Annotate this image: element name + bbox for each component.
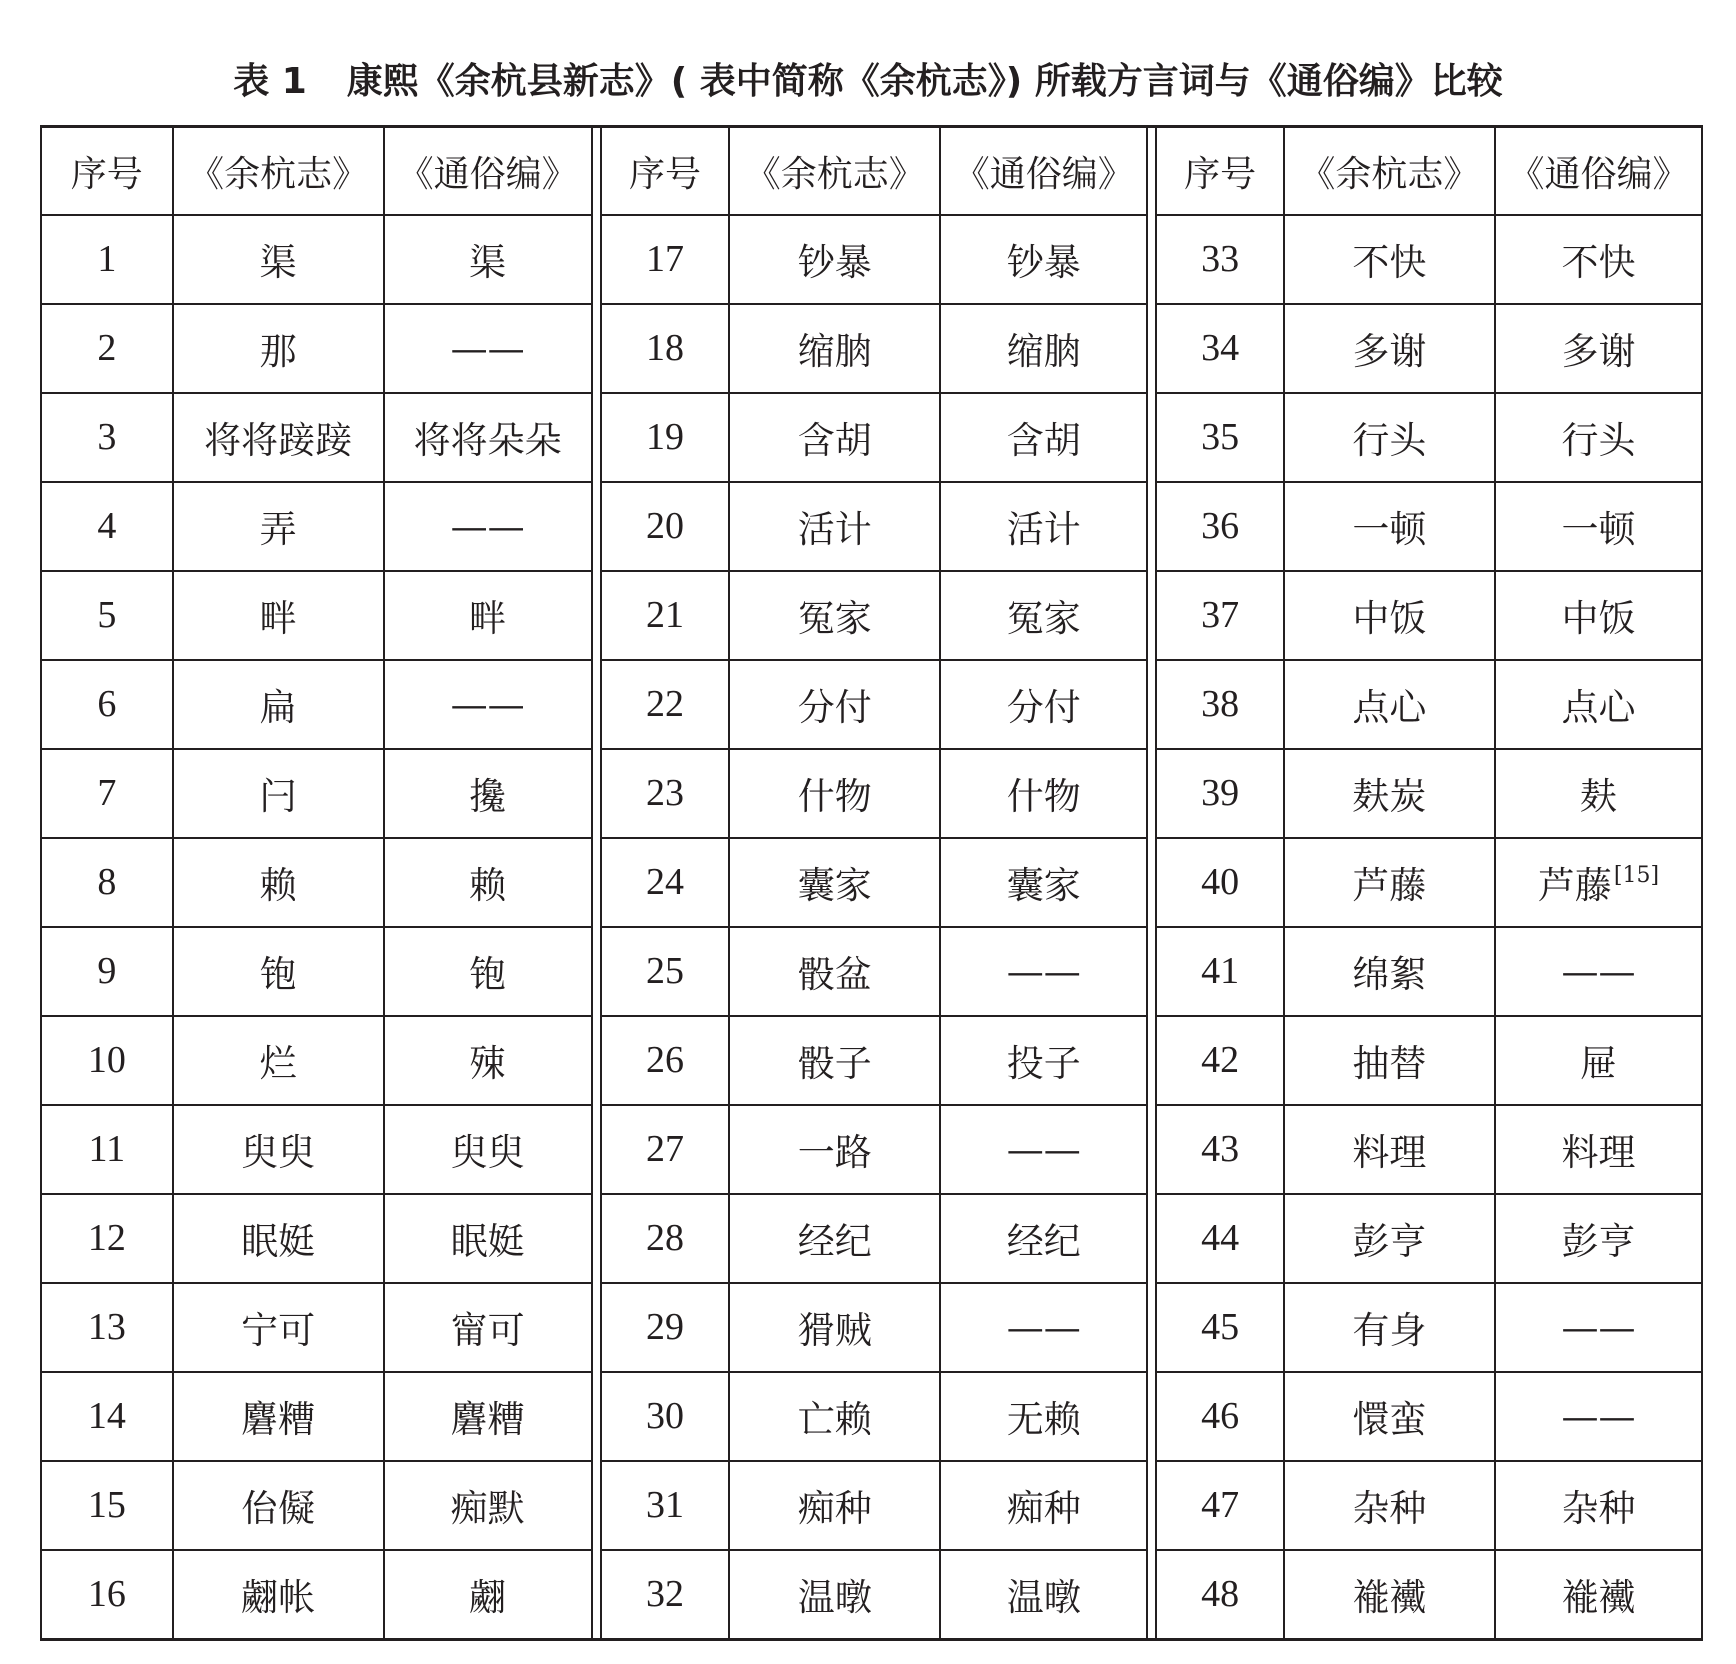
tongsu-term: ——	[1006, 949, 1081, 993]
serial-cell: 26	[601, 1016, 730, 1105]
serial-cell: 3	[41, 393, 173, 482]
header-tongsu: 《通俗编》	[940, 127, 1147, 216]
serial-cell: 4	[41, 482, 173, 571]
yuhang-cell: 闩	[173, 749, 384, 838]
yuhang-cell: 褦襶	[1284, 1550, 1495, 1640]
serial-cell: 28	[601, 1194, 730, 1283]
column-divider	[1147, 215, 1156, 304]
column-divider	[592, 1105, 601, 1194]
tongsu-cell	[940, 1372, 1147, 1461]
yuhang-cell: 骰子	[729, 1016, 940, 1105]
header-yuhang: 《余杭志》	[729, 127, 940, 216]
table-row	[41, 1283, 1702, 1372]
serial-cell: 9	[41, 927, 173, 1016]
tongsu-term: ——	[1006, 1127, 1081, 1171]
tongsu-term: 彭亨	[1561, 1220, 1636, 1264]
header-serial: 序号	[601, 127, 730, 216]
table-row	[41, 1016, 1702, 1105]
yuhang-cell: 麸炭	[1284, 749, 1495, 838]
tongsu-cell	[940, 838, 1147, 927]
serial-cell: 44	[1156, 1194, 1284, 1283]
tongsu-cell	[1495, 215, 1702, 304]
tongsu-term: 痴默	[450, 1487, 525, 1531]
column-divider	[1147, 304, 1156, 393]
tongsu-term: 钞暴	[1006, 241, 1081, 285]
tongsu-term: 活计	[1006, 508, 1081, 552]
tongsu-cell	[940, 1105, 1147, 1194]
tongsu-cell	[384, 1016, 592, 1105]
column-divider	[592, 393, 601, 482]
yuhang-cell: 缩朒	[729, 304, 940, 393]
column-divider	[1147, 1550, 1156, 1640]
tongsu-cell	[940, 482, 1147, 571]
column-divider	[592, 838, 601, 927]
table-row	[41, 1461, 1702, 1550]
tongsu-term: 铇	[469, 953, 507, 997]
column-divider	[1147, 1016, 1156, 1105]
column-divider	[592, 1016, 601, 1105]
tongsu-term: 分付	[1006, 686, 1081, 730]
serial-cell: 29	[601, 1283, 730, 1372]
header-tongsu: 《通俗编》	[384, 127, 592, 216]
column-divider	[592, 571, 601, 660]
yuhang-cell: 点心	[1284, 660, 1495, 749]
yuhang-cell: 猾贼	[729, 1283, 940, 1372]
column-divider	[1147, 1461, 1156, 1550]
serial-cell: 37	[1156, 571, 1284, 660]
yuhang-cell: 宁可	[173, 1283, 384, 1372]
tongsu-cell	[1495, 304, 1702, 393]
yuhang-cell: 什物	[729, 749, 940, 838]
yuhang-cell: 渠	[173, 215, 384, 304]
tongsu-cell	[940, 749, 1147, 838]
tongsu-cell	[940, 660, 1147, 749]
column-divider	[1147, 393, 1156, 482]
yuhang-cell: 亡赖	[729, 1372, 940, 1461]
tongsu-cell	[384, 749, 592, 838]
tongsu-term: 麸	[1579, 775, 1617, 819]
tongsu-cell	[1495, 749, 1702, 838]
tongsu-cell	[1495, 393, 1702, 482]
tongsu-cell	[940, 1283, 1147, 1372]
column-divider	[592, 660, 601, 749]
serial-cell: 46	[1156, 1372, 1284, 1461]
header-tongsu: 《通俗编》	[1495, 127, 1702, 216]
yuhang-cell: 料理	[1284, 1105, 1495, 1194]
serial-cell: 1	[41, 215, 173, 304]
serial-cell: 32	[601, 1550, 730, 1640]
serial-cell: 30	[601, 1372, 730, 1461]
serial-cell: 20	[601, 482, 730, 571]
tongsu-cell	[1495, 571, 1702, 660]
yuhang-cell: 彭亨	[1284, 1194, 1495, 1283]
serial-cell: 19	[601, 393, 730, 482]
tongsu-cell	[1495, 1105, 1702, 1194]
yuhang-cell: 痴种	[729, 1461, 940, 1550]
tongsu-term: 经纪	[1006, 1220, 1081, 1264]
column-divider	[1147, 927, 1156, 1016]
header-row	[41, 127, 1702, 216]
column-divider	[592, 1194, 601, 1283]
column-divider	[592, 127, 601, 216]
column-divider	[1147, 660, 1156, 749]
tongsu-cell	[940, 1016, 1147, 1105]
table-row	[41, 304, 1702, 393]
table-row	[41, 1194, 1702, 1283]
serial-cell: 27	[601, 1105, 730, 1194]
column-divider	[592, 304, 601, 393]
column-divider	[1147, 571, 1156, 660]
tongsu-term: 温暾	[1006, 1576, 1081, 1620]
yuhang-cell: 一顿	[1284, 482, 1495, 571]
citation-reference: [15]	[1613, 863, 1660, 889]
table-caption: 康熙《余杭县新志》( 表中简称《余杭志》) 所载方言词与《通俗编》比较	[346, 61, 1503, 102]
serial-cell: 8	[41, 838, 173, 927]
column-divider	[592, 1372, 601, 1461]
comparison-table	[40, 125, 1703, 1641]
tongsu-cell	[384, 393, 592, 482]
tongsu-term: 囊家	[1006, 864, 1081, 908]
tongsu-term: ——	[450, 682, 525, 726]
serial-cell: 23	[601, 749, 730, 838]
table-row	[41, 1372, 1702, 1461]
serial-cell: 13	[41, 1283, 173, 1372]
tongsu-cell	[1495, 1461, 1702, 1550]
tongsu-term: 眠娗	[450, 1220, 525, 1264]
column-divider	[592, 1461, 601, 1550]
tongsu-term: 屉	[1579, 1042, 1617, 1086]
serial-cell: 40	[1156, 838, 1284, 927]
tongsu-term: 杂种	[1561, 1487, 1636, 1531]
header-serial: 序号	[41, 127, 173, 216]
tongsu-term: ——	[1561, 1394, 1636, 1438]
serial-cell: 31	[601, 1461, 730, 1550]
tongsu-term: 行头	[1561, 419, 1636, 463]
serial-cell: 11	[41, 1105, 173, 1194]
serial-cell: 16	[41, 1550, 173, 1640]
tongsu-term: 多谢	[1561, 330, 1636, 374]
column-divider	[1147, 1194, 1156, 1283]
tongsu-cell	[384, 1372, 592, 1461]
tongsu-cell	[940, 393, 1147, 482]
serial-cell: 48	[1156, 1550, 1284, 1640]
yuhang-cell: 活计	[729, 482, 940, 571]
column-divider	[1147, 838, 1156, 927]
yuhang-cell: 温暾	[729, 1550, 940, 1640]
tongsu-term: 料理	[1561, 1131, 1636, 1175]
yuhang-cell: 芦藤	[1284, 838, 1495, 927]
tongsu-term: 无赖	[1006, 1398, 1081, 1442]
table-row	[41, 482, 1702, 571]
serial-cell: 45	[1156, 1283, 1284, 1372]
column-divider	[1147, 1283, 1156, 1372]
header-serial: 序号	[1156, 127, 1284, 216]
tongsu-cell	[384, 1194, 592, 1283]
table-row	[41, 660, 1702, 749]
tongsu-term: ——	[450, 504, 525, 548]
table-row	[41, 749, 1702, 838]
column-divider	[592, 482, 601, 571]
yuhang-cell: 行头	[1284, 393, 1495, 482]
serial-cell: 33	[1156, 215, 1284, 304]
tongsu-cell	[384, 1105, 592, 1194]
tongsu-term: 芦藤	[1537, 864, 1612, 908]
yuhang-cell: 将将踥踥	[173, 393, 384, 482]
serial-cell: 24	[601, 838, 730, 927]
table-number: 表 1	[233, 61, 307, 102]
serial-cell: 38	[1156, 660, 1284, 749]
serial-cell: 42	[1156, 1016, 1284, 1105]
serial-cell: 34	[1156, 304, 1284, 393]
column-divider	[1147, 749, 1156, 838]
tongsu-cell	[384, 304, 592, 393]
yuhang-cell: 铇	[173, 927, 384, 1016]
tongsu-cell	[1495, 482, 1702, 571]
tongsu-cell	[384, 838, 592, 927]
tongsu-term: 翽	[469, 1576, 507, 1620]
tongsu-term: 甯可	[450, 1309, 525, 1353]
serial-cell: 15	[41, 1461, 173, 1550]
yuhang-cell: 懁蛮	[1284, 1372, 1495, 1461]
tongsu-cell	[384, 1550, 592, 1640]
table-title	[0, 52, 1736, 112]
yuhang-cell: 翽帐	[173, 1550, 384, 1640]
yuhang-cell: 含胡	[729, 393, 940, 482]
table-row	[41, 215, 1702, 304]
serial-cell: 25	[601, 927, 730, 1016]
tongsu-cell	[940, 1550, 1147, 1640]
yuhang-cell: 骰盆	[729, 927, 940, 1016]
tongsu-cell	[384, 482, 592, 571]
tongsu-term: 攙	[469, 775, 507, 819]
tongsu-cell	[1495, 927, 1702, 1016]
table-row	[41, 838, 1702, 927]
serial-cell: 35	[1156, 393, 1284, 482]
table-row	[41, 571, 1702, 660]
serial-cell: 14	[41, 1372, 173, 1461]
yuhang-cell: 烂	[173, 1016, 384, 1105]
yuhang-cell: 麏糟	[173, 1372, 384, 1461]
tongsu-cell	[384, 571, 592, 660]
tongsu-cell	[1495, 838, 1702, 927]
tongsu-term: ——	[450, 326, 525, 370]
yuhang-cell: 钞暴	[729, 215, 940, 304]
serial-cell: 10	[41, 1016, 173, 1105]
tongsu-cell	[1495, 1194, 1702, 1283]
tongsu-cell	[1495, 1372, 1702, 1461]
serial-cell: 43	[1156, 1105, 1284, 1194]
tongsu-term: 不快	[1561, 241, 1636, 285]
tongsu-term: 一顿	[1561, 508, 1636, 552]
serial-cell: 39	[1156, 749, 1284, 838]
serial-cell: 12	[41, 1194, 173, 1283]
serial-cell: 7	[41, 749, 173, 838]
tongsu-cell	[940, 1461, 1147, 1550]
tongsu-term: ——	[1561, 1305, 1636, 1349]
serial-cell: 36	[1156, 482, 1284, 571]
tongsu-cell	[940, 1194, 1147, 1283]
tongsu-cell	[940, 571, 1147, 660]
serial-cell: 47	[1156, 1461, 1284, 1550]
tongsu-cell	[940, 304, 1147, 393]
column-divider	[1147, 127, 1156, 216]
yuhang-cell: 多谢	[1284, 304, 1495, 393]
tongsu-term: ——	[1561, 949, 1636, 993]
tongsu-term: 痴种	[1006, 1487, 1081, 1531]
yuhang-cell: 一路	[729, 1105, 940, 1194]
tongsu-term: 含胡	[1006, 419, 1081, 463]
yuhang-cell: 佁儗	[173, 1461, 384, 1550]
yuhang-cell: 扁	[173, 660, 384, 749]
tongsu-cell	[1495, 1016, 1702, 1105]
tongsu-term: 投子	[1006, 1042, 1081, 1086]
yuhang-cell: 分付	[729, 660, 940, 749]
tongsu-term: 缩朒	[1006, 330, 1081, 374]
yuhang-cell: 弄	[173, 482, 384, 571]
yuhang-cell: 中饭	[1284, 571, 1495, 660]
yuhang-cell: 杂种	[1284, 1461, 1495, 1550]
tongsu-term: ——	[1006, 1305, 1081, 1349]
tongsu-cell	[940, 215, 1147, 304]
yuhang-cell: 经纪	[729, 1194, 940, 1283]
header-yuhang: 《余杭志》	[173, 127, 384, 216]
column-divider	[1147, 1372, 1156, 1461]
yuhang-cell: 不快	[1284, 215, 1495, 304]
yuhang-cell: 囊家	[729, 838, 940, 927]
tongsu-cell	[1495, 1283, 1702, 1372]
serial-cell: 21	[601, 571, 730, 660]
column-divider	[592, 1550, 601, 1640]
serial-cell: 17	[601, 215, 730, 304]
tongsu-term: 赖	[469, 864, 507, 908]
tongsu-term: 渠	[469, 241, 507, 285]
yuhang-cell: 那	[173, 304, 384, 393]
serial-cell: 6	[41, 660, 173, 749]
table-row	[41, 1550, 1702, 1640]
column-divider	[1147, 1105, 1156, 1194]
tongsu-term: 冤家	[1006, 597, 1081, 641]
column-divider	[592, 749, 601, 838]
yuhang-cell: 眠娗	[173, 1194, 384, 1283]
table-row	[41, 927, 1702, 1016]
tongsu-term: 褦襶	[1561, 1576, 1636, 1620]
serial-cell: 5	[41, 571, 173, 660]
yuhang-cell: 抽替	[1284, 1016, 1495, 1105]
column-divider	[592, 1283, 601, 1372]
tongsu-cell	[940, 927, 1147, 1016]
tongsu-term: 麏糟	[450, 1398, 525, 1442]
tongsu-cell	[384, 1283, 592, 1372]
column-divider	[592, 215, 601, 304]
tongsu-cell	[1495, 660, 1702, 749]
yuhang-cell: 冤家	[729, 571, 940, 660]
tongsu-term: 畔	[469, 597, 507, 641]
yuhang-cell: 赖	[173, 838, 384, 927]
yuhang-cell: 臾臾	[173, 1105, 384, 1194]
yuhang-cell: 畔	[173, 571, 384, 660]
header-yuhang: 《余杭志》	[1284, 127, 1495, 216]
tongsu-term: 臾臾	[450, 1131, 525, 1175]
tongsu-cell	[384, 215, 592, 304]
table-row	[41, 393, 1702, 482]
yuhang-cell: 有身	[1284, 1283, 1495, 1372]
tongsu-cell	[384, 1461, 592, 1550]
serial-cell: 18	[601, 304, 730, 393]
tongsu-term: 中饭	[1561, 597, 1636, 641]
tongsu-cell	[384, 927, 592, 1016]
serial-cell: 2	[41, 304, 173, 393]
tongsu-cell	[384, 660, 592, 749]
serial-cell: 41	[1156, 927, 1284, 1016]
tongsu-term: 将将朵朵	[413, 419, 562, 463]
column-divider	[1147, 482, 1156, 571]
serial-cell: 22	[601, 660, 730, 749]
yuhang-cell: 绵絮	[1284, 927, 1495, 1016]
table-row	[41, 1105, 1702, 1194]
column-divider	[592, 927, 601, 1016]
tongsu-term: 什物	[1006, 775, 1081, 819]
tongsu-term: 殐	[469, 1042, 507, 1086]
tongsu-cell	[1495, 1550, 1702, 1640]
tongsu-term: 点心	[1561, 686, 1636, 730]
